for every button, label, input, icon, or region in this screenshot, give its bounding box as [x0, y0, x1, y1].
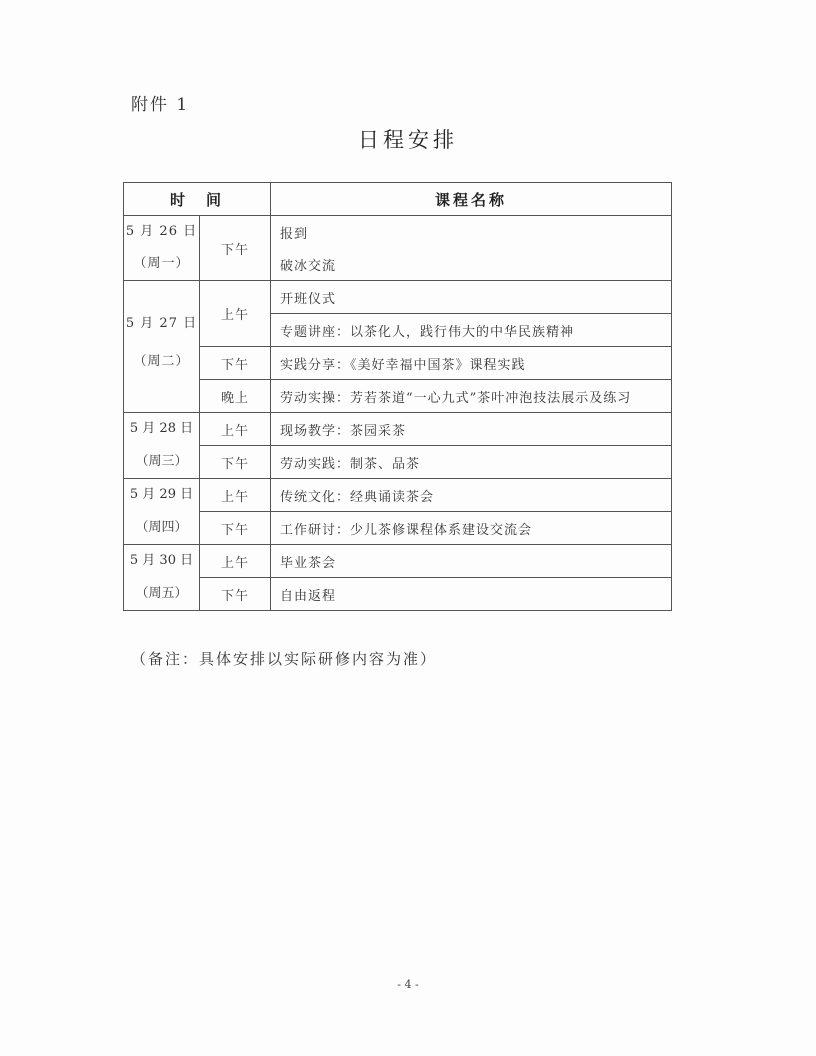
table-row — [124, 479, 672, 512]
date-label: 5 月 30 日 — [124, 545, 200, 578]
page-title: 日程安排 — [358, 128, 458, 152]
course-item: 毕业茶会 — [271, 545, 672, 578]
session-time: 下午 — [200, 216, 271, 281]
session-time: 下午 — [200, 446, 271, 479]
session-time: 上午 — [200, 413, 271, 446]
course-item: 报到 — [271, 216, 672, 249]
course-item: 传统文化：经典诵读茶会 — [271, 479, 672, 512]
session-time: 上午 — [200, 479, 271, 512]
course-item: 劳动实操：芳若茶道“一心九式”茶叶冲泡技法展示及练习 — [271, 380, 672, 413]
date-label: 5 月 29 日 — [124, 479, 200, 512]
weekday-label: （周一） — [133, 256, 190, 271]
course-item: 实践分享：《美好幸福中国茶》课程实践 — [271, 347, 672, 380]
weekday-label: （周三） — [124, 446, 200, 479]
attachment-label: 附件 1 — [131, 95, 190, 115]
table-header-row — [124, 183, 672, 216]
table-row — [124, 281, 672, 314]
schedule-table — [123, 182, 672, 611]
date-label: 5 月 28 日 — [124, 413, 200, 446]
date-cell — [124, 281, 200, 413]
header-time: 时 间 — [124, 183, 271, 216]
course-item: 工作研讨：少儿茶修课程体系建设交流会 — [271, 512, 672, 545]
date-label: 5 月 27 日 — [125, 315, 198, 331]
page-number: - 4 - — [397, 978, 419, 991]
weekday-label: （周二） — [133, 353, 190, 369]
footnote: （备注：具体安排以实际研修内容为准） — [131, 650, 438, 668]
session-time: 下午 — [200, 512, 271, 545]
session-time: 上午 — [200, 545, 271, 578]
table-row — [124, 216, 672, 249]
date-cell — [124, 216, 200, 281]
header-course: 课程名称 — [271, 183, 672, 216]
course-item: 专题讲座：以茶化人，践行伟大的中华民族精神 — [271, 314, 672, 347]
session-time: 晚上 — [200, 380, 271, 413]
session-time: 下午 — [200, 347, 271, 380]
weekday-label: （周五） — [124, 578, 200, 611]
table-row — [124, 545, 672, 578]
table-row — [124, 380, 672, 413]
course-item: 现场教学：茶园采茶 — [271, 413, 672, 446]
table-row — [124, 578, 672, 611]
weekday-label: （周四） — [124, 512, 200, 545]
table-row — [124, 413, 672, 446]
table-row — [124, 446, 672, 479]
course-item: 开班仪式 — [271, 281, 672, 314]
course-item: 自由返程 — [271, 578, 672, 611]
course-item: 破冰交流 — [271, 248, 672, 281]
table-row — [124, 512, 672, 545]
session-time: 下午 — [200, 578, 271, 611]
table-row — [124, 347, 672, 380]
session-time: 上午 — [200, 281, 271, 347]
course-item: 劳动实践：制茶、品茶 — [271, 446, 672, 479]
date-label: 5 月 26 日 — [125, 224, 198, 239]
